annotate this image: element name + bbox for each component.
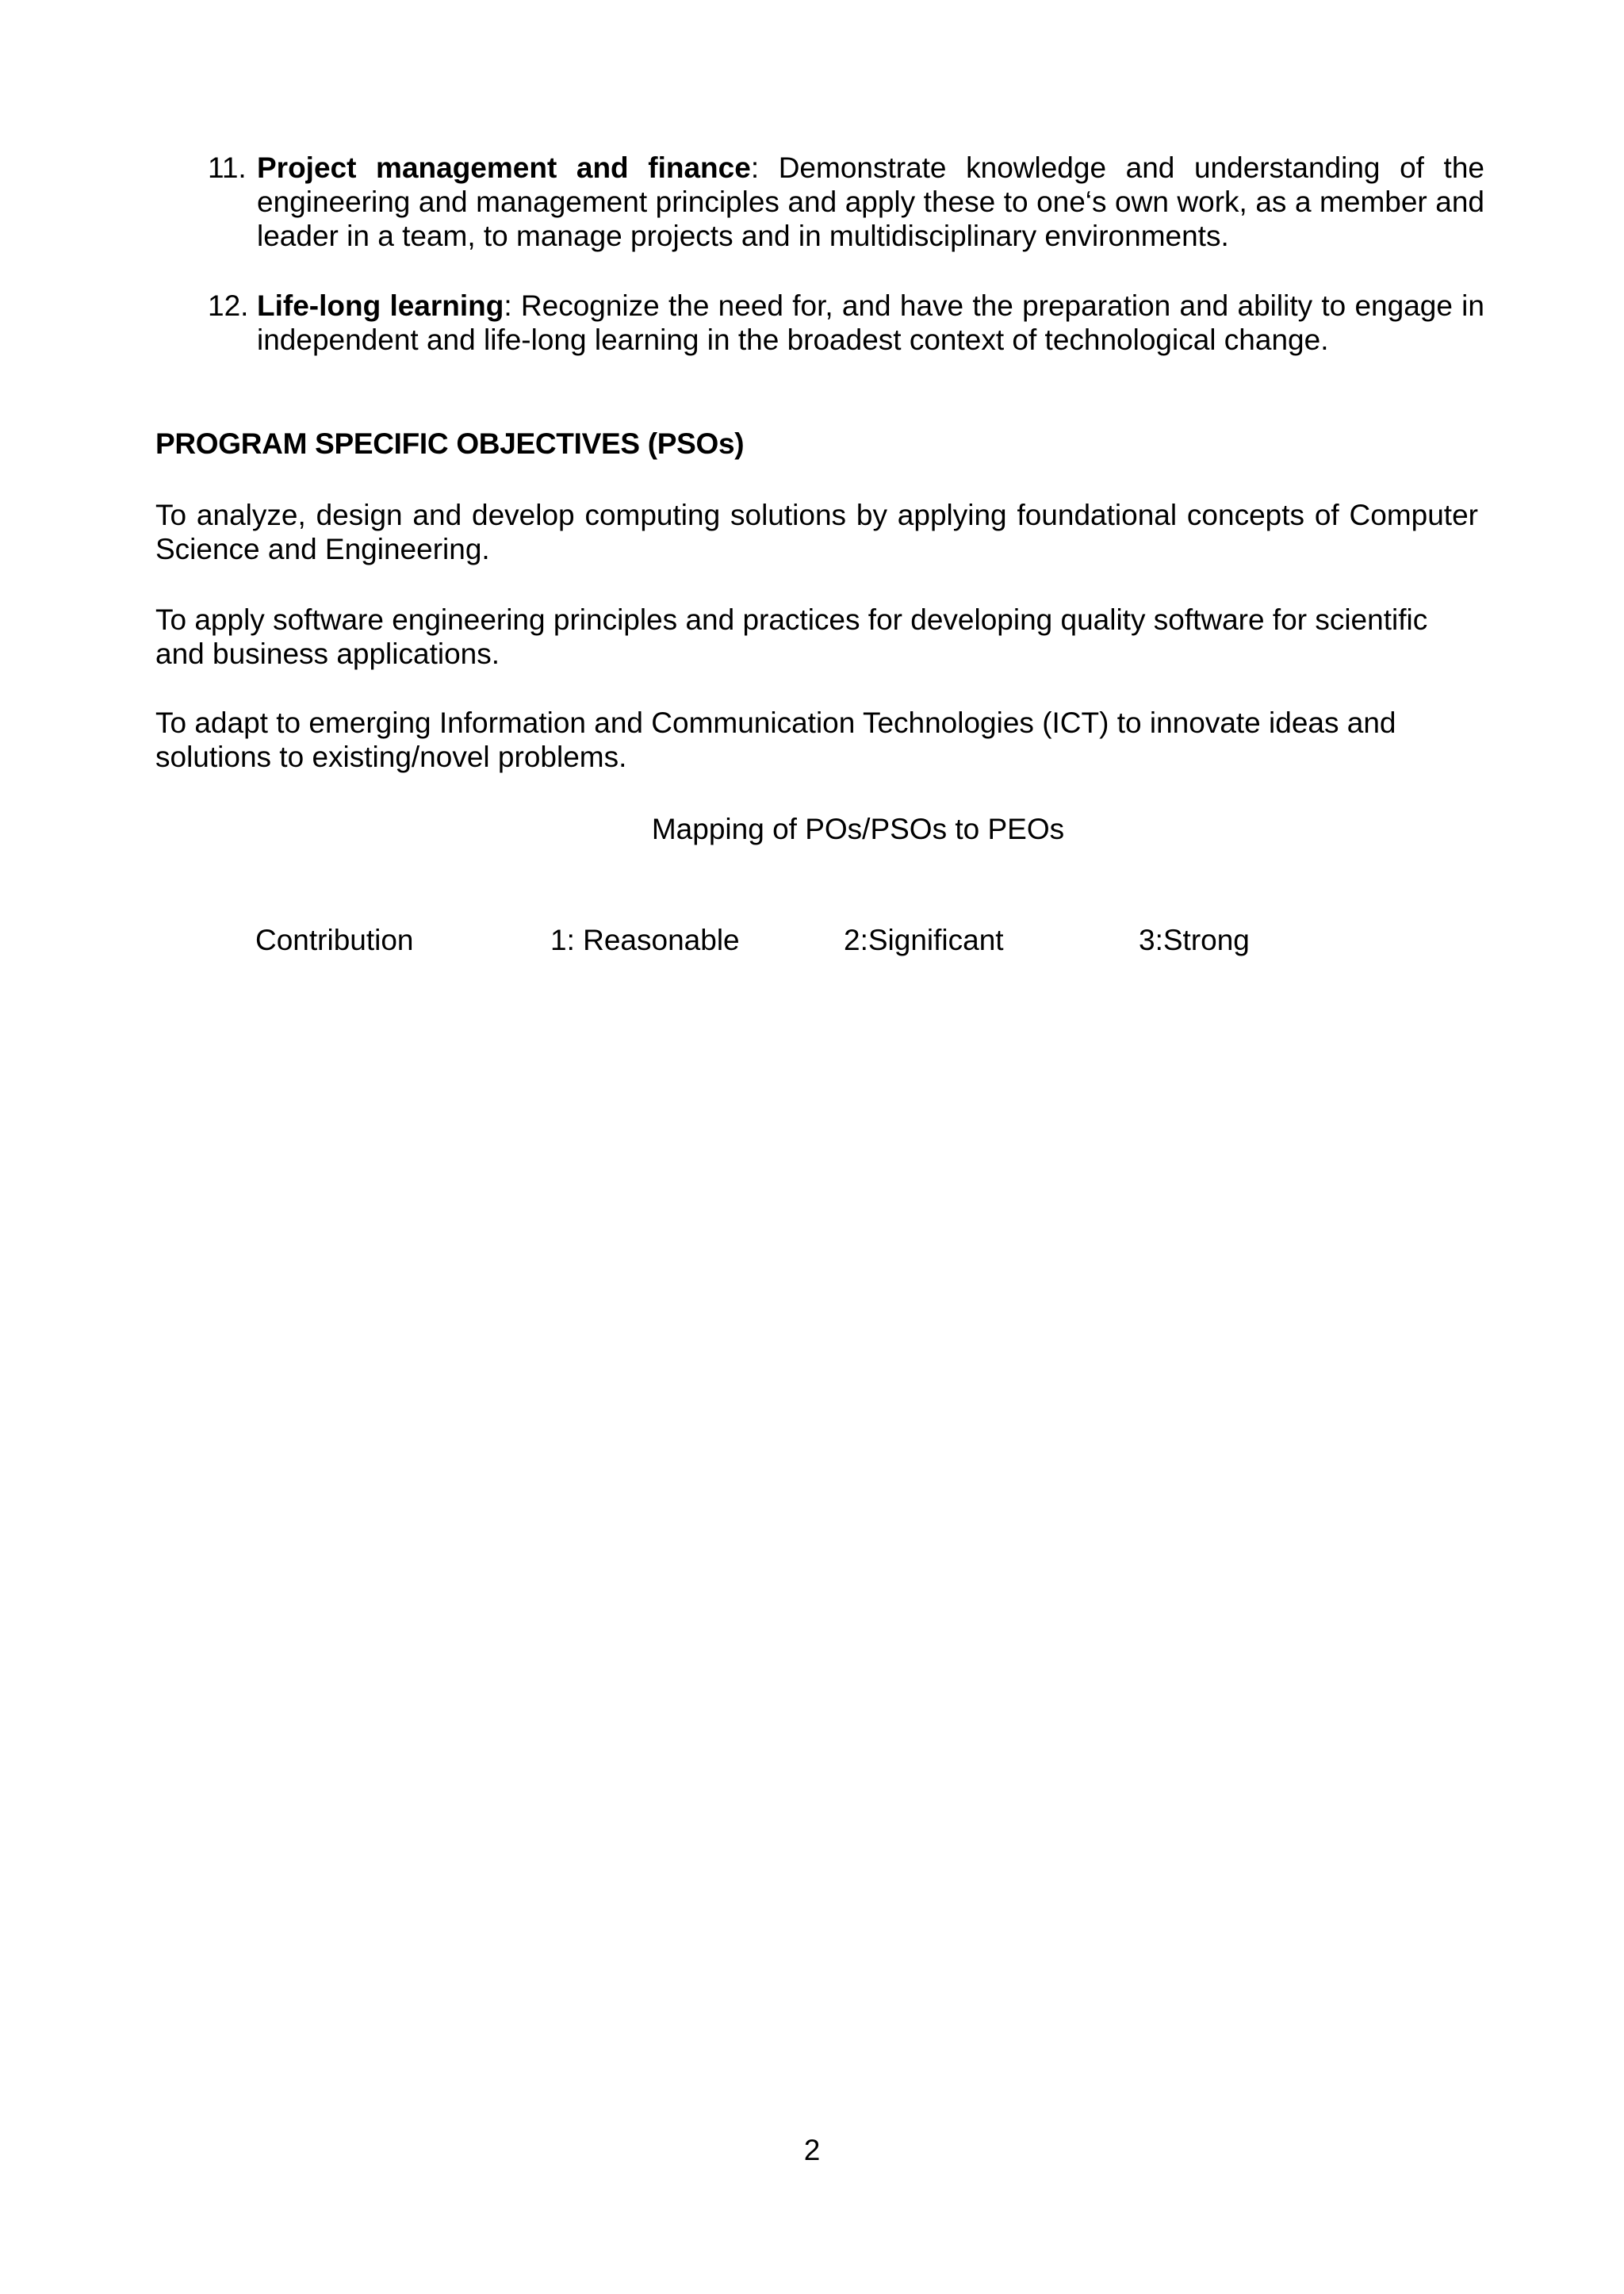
- pso-paragraph-2: To apply software engineering principles and practices for developing quality software for scientific and business applications.: [155, 603, 1428, 670]
- pso-paragraph-3: To adapt to emerging Information and Communication Technologies (ICT) to innovate ideas and solutions to existing/novel problems.: [155, 707, 1396, 773]
- list-item-project-management: [208, 151, 1484, 253]
- contribution-level-strong: 3:Strong: [1139, 924, 1250, 956]
- page-number: 2: [803, 2134, 821, 2166]
- list-item-number: 11.: [208, 151, 247, 184]
- mapping-title: Mapping of POs/PSOs to PEOs: [651, 813, 1065, 845]
- list-item-title: Project management and finance: [257, 151, 751, 184]
- list-item-life-long-learning: [208, 289, 1484, 357]
- list-item-title: Life-long learning: [257, 289, 504, 322]
- pso-paragraph-1: To analyze, design and develop computing solutions by applying foundational concepts of Computer Science and Engineering.: [155, 499, 1478, 565]
- list-item-body: [257, 289, 1484, 357]
- list-item-number: 12.: [208, 289, 249, 322]
- list-item-description: : Demonstrate knowledge and understanding of the engineering and management principles and apply these to one‘s own work, as a member and leader in a team, to manage projects and in multidisciplinary environments.: [257, 151, 1484, 252]
- pso-heading: PROGRAM SPECIFIC OBJECTIVES (PSOs): [155, 427, 745, 460]
- list-item-description: : Recognize the need for, and have the preparation and ability to engage in independent and life-long learning in the broadest context of technological change.: [257, 289, 1484, 356]
- list-item-body: [257, 151, 1484, 253]
- contribution-label: Contribution: [255, 924, 414, 956]
- contribution-level-reasonable: 1: Reasonable: [550, 924, 740, 956]
- contribution-level-significant: 2:Significant: [844, 924, 1004, 956]
